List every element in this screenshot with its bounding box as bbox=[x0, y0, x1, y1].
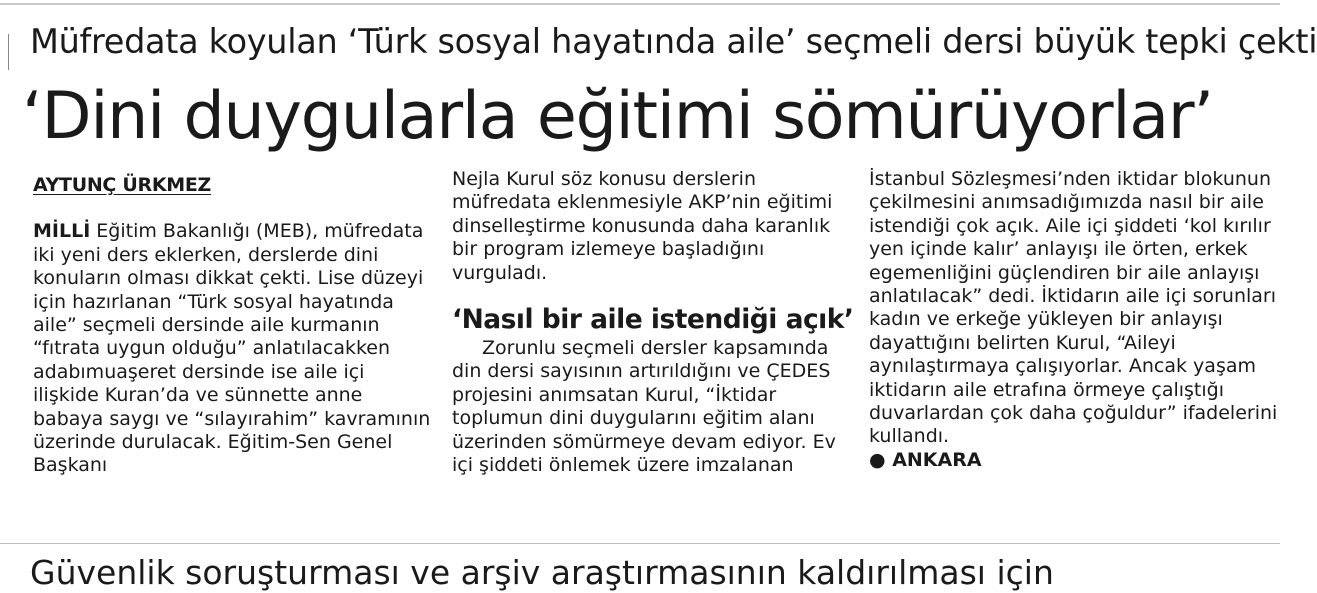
lead-word: MİLLİ bbox=[33, 220, 91, 243]
article-subtitle: Müfredata koyulan ‘Türk sosyal hayatında aile’ seçmeli dersi büyük tepki çekti bbox=[30, 22, 1317, 61]
section-heading: ‘Nasıl bir aile istendiği açık’ bbox=[452, 304, 854, 336]
column-3-paragraph: İstanbul Sözleşmesi’nden iktidar blokunun çekilmesini anımsadığımızda nasıl bir aile istendiği çok açık. Aile içi şiddeti ‘kol kırılır yen içinde kalır’ anlayışı ile örten, erkek egemenliğini güçlendiren bir aile anlayışı anlatılacak” dedi. İktidarın aile içi sorunları kadın ve erkeğe yükleyen bir anlayışı dayattığını belirten Kurul, “Aileyi aynılaştırmaya çalışıyorlar. Ancak yaşam iktidarın aile etrafına örmeye çalıştığı duvarlardan çok daha çoğuldur” ifadelerini kullandı. bbox=[869, 168, 1278, 448]
bottom-divider bbox=[0, 543, 1280, 544]
article-column-2 bbox=[452, 168, 852, 477]
column-1-paragraph bbox=[33, 220, 433, 477]
article-headline: ‘Dini duygularla eğitimi sömürüyorlar’ bbox=[22, 79, 1213, 154]
dateline-signoff: ● ANKARA bbox=[869, 448, 982, 471]
top-divider bbox=[0, 3, 1280, 5]
left-margin-mark bbox=[8, 34, 9, 70]
article-column-1 bbox=[33, 168, 433, 478]
column-1-text: Eğitim Bakanlığı (MEB), müfredata iki yeni ders eklerken, derslerde dini konuların olması dikkat çekti. Lise düzeyi için hazırlanan “Türk sosyal hayatında aile” seçmeli dersinde aile kurmanın “fıtrata uygun olduğu” anlatılacakken adabımuaşeret dersinde ise aile içi ilişkide Kuran’da ve sünnette anne babaya saygı ve “sılayırahim” kavramının üzerinde durulacak. Eğitim-Sen Genel Başkanı bbox=[33, 220, 431, 477]
column-2-paragraph-2: Zorunlu seçmeli dersler kapsamında din dersi sayısının artırıldığını ve ÇEDES projesini anımsatan Kurul, “İktidar toplumun dini duygularını eğitim alanı üzerinden sömürmeye devam ediyor. Ev içi şiddeti önlemek üzere imzalanan bbox=[452, 337, 836, 477]
article-column-3 bbox=[869, 168, 1279, 472]
next-article-headline-fragment: Güvenlik soruşturması ve arşiv araştırmasının kaldırılması için bbox=[30, 553, 1054, 592]
column-2-paragraph-1: Nejla Kurul söz konusu derslerin müfredata eklenmesiyle AKP’nin eğitimi dinselleştirme konusunda daha karanlık bir program izlemeye başladığını vurguladı. bbox=[452, 168, 833, 284]
byline: AYTUNÇ ÜRKMEZ bbox=[33, 174, 212, 196]
